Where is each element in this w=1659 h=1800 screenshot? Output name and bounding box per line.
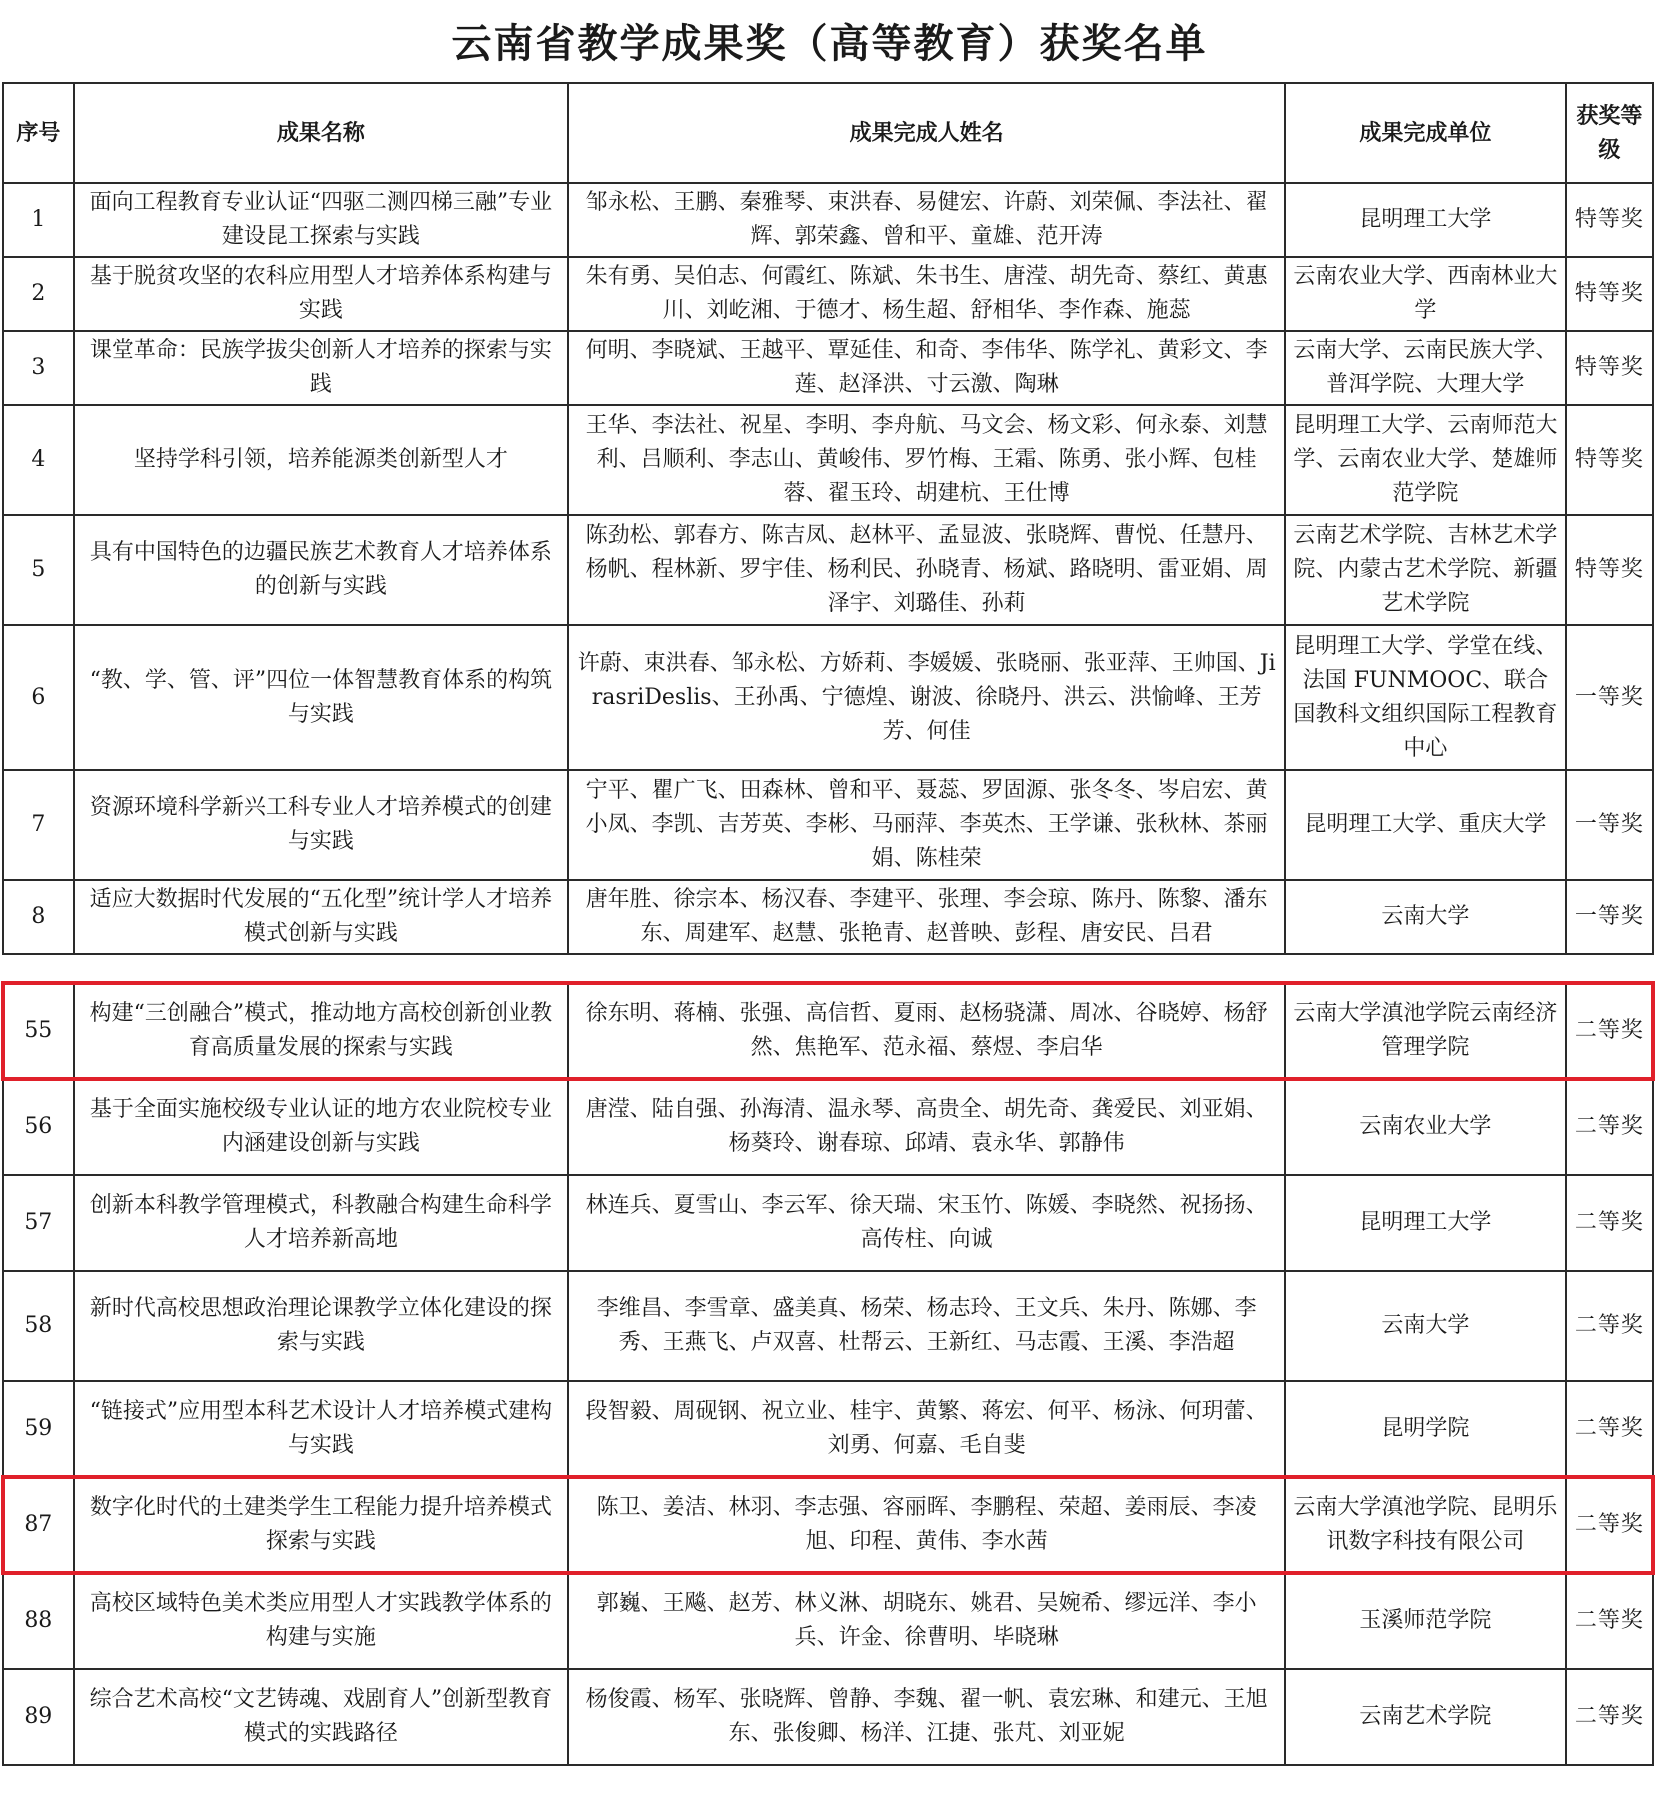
table-row [3,983,1653,1079]
table-row [3,331,1653,405]
cell-unit: 云南大学滇池学院、昆明乐讯数字科技有限公司 [1285,1477,1566,1573]
cell-achievement-name: 高校区域特色美术类应用型人才实践教学体系的构建与实施 [74,1573,569,1669]
header-seq: 序号 [3,83,74,183]
table-row [3,1271,1653,1381]
cell-achievement-name: 创新本科教学管理模式，科教融合构建生命科学人才培养新高地 [74,1175,569,1271]
award-list-sheet [0,82,1659,1800]
cell-seq: 58 [3,1271,74,1381]
cell-achievement-name: 面向工程教育专业认证“四驱二测四梯三融”专业建设昆工探索与实践 [74,183,569,257]
cell-unit: 云南艺术学院、吉林艺术学院、内蒙古艺术学院、新疆艺术学院 [1285,515,1566,625]
cell-unit: 昆明学院 [1285,1381,1566,1477]
cell-award-level: 二等奖 [1566,1175,1653,1271]
cell-seq: 55 [3,983,74,1079]
cell-unit: 昆明理工大学、云南师范大学、云南农业大学、楚雄师范学院 [1285,405,1566,515]
cell-achievement-name: 综合艺术高校“文艺铸魂、戏剧育人”创新型教育模式的实践路径 [74,1669,569,1765]
table-row [3,257,1653,331]
table-row [3,183,1653,257]
table-header-row [3,83,1653,183]
table-row [3,880,1653,954]
table-row [3,1175,1653,1271]
cell-persons: 杨俊霞、杨军、张晓辉、曾静、李魏、翟一帆、袁宏琳、和建元、王旭东、张俊卿、杨洋、江捷、张芃、刘亚妮 [568,1669,1285,1765]
cell-seq: 4 [3,405,74,515]
cell-persons: 陈卫、姜洁、林羽、李志强、容丽晖、李鹏程、荣超、姜雨辰、李凌旭、印程、黄伟、李水茜 [568,1477,1285,1573]
cell-persons: 何明、李晓斌、王越平、覃延佳、和奇、李伟华、陈学礼、黄彩文、李莲、赵泽洪、寸云激、陶琳 [568,331,1285,405]
cell-award-level: 二等奖 [1566,983,1653,1079]
table-row [3,1079,1653,1175]
cell-persons: 邹永松、王鹏、秦雅琴、束洪春、易健宏、许蔚、刘荣佩、李法社、翟辉、郭荣鑫、曾和平、童雄、范开涛 [568,183,1285,257]
cell-achievement-name: 基于全面实施校级专业认证的地方农业院校专业内涵建设创新与实践 [74,1079,569,1175]
cell-unit: 昆明理工大学 [1285,1175,1566,1271]
cell-seq: 59 [3,1381,74,1477]
cell-seq: 87 [3,1477,74,1573]
cell-achievement-name: 具有中国特色的边疆民族艺术教育人才培养体系的创新与实践 [74,515,569,625]
cell-persons: 许蔚、束洪春、邹永松、方娇莉、李媛媛、张晓丽、张亚萍、王帅国、JirasriDeslis、王孙禹、宁德煌、谢波、徐晓丹、洪云、洪愉峰、王芳芳、何佳 [568,625,1285,770]
table-row [3,1477,1653,1573]
cell-award-level: 特等奖 [1566,405,1653,515]
table-row [3,515,1653,625]
cell-achievement-name: 数字化时代的土建类学生工程能力提升培养模式探索与实践 [74,1477,569,1573]
cell-persons: 宁平、瞿广飞、田森林、曾和平、聂蕊、罗固源、张冬冬、岑启宏、黄小凤、李凯、吉芳英、李彬、马丽萍、李英杰、王学谦、张秋林、茶丽娟、陈桂荣 [568,770,1285,880]
cell-award-level: 二等奖 [1566,1573,1653,1669]
cell-award-level: 二等奖 [1566,1079,1653,1175]
cell-award-level: 一等奖 [1566,880,1653,954]
cell-persons: 林连兵、夏雪山、李云军、徐天瑞、宋玉竹、陈媛、李晓然、祝扬扬、高传柱、向诚 [568,1175,1285,1271]
cell-persons: 王华、李法社、祝星、李明、李舟航、马文会、杨文彩、何永泰、刘慧利、吕顺利、李志山、黄峻伟、罗竹梅、王霜、陈勇、张小辉、包桂蓉、翟玉玲、胡建杭、王仕博 [568,405,1285,515]
cell-seq: 7 [3,770,74,880]
cell-achievement-name: 课堂革命：民族学拔尖创新人才培养的探索与实践 [74,331,569,405]
cell-achievement-name: 坚持学科引领，培养能源类创新型人才 [74,405,569,515]
cell-achievement-name: 适应大数据时代发展的“五化型”统计学人才培养模式创新与实践 [74,880,569,954]
cell-unit: 云南大学 [1285,1271,1566,1381]
header-persons: 成果完成人姓名 [568,83,1285,183]
table-row [3,625,1653,770]
cell-achievement-name: 资源环境科学新兴工科专业人才培养模式的创建与实践 [74,770,569,880]
cell-unit: 云南大学滇池学院云南经济管理学院 [1285,983,1566,1079]
cell-persons: 陈劲松、郭春方、陈吉凤、赵林平、孟显波、张晓辉、曹悦、任慧丹、杨帆、程林新、罗宇佳、杨利民、孙晓青、杨斌、路晓明、雷亚娟、周泽宇、刘璐佳、孙莉 [568,515,1285,625]
cell-unit: 昆明理工大学、重庆大学 [1285,770,1566,880]
cell-seq: 57 [3,1175,74,1271]
cell-award-level: 二等奖 [1566,1381,1653,1477]
cell-award-level: 二等奖 [1566,1271,1653,1381]
table-row [3,1381,1653,1477]
cell-persons: 段智毅、周砚钢、祝立业、桂宇、黄繁、蒋宏、何平、杨泳、何玥蕾、刘勇、何嘉、毛自斐 [568,1381,1285,1477]
cell-award-level: 特等奖 [1566,331,1653,405]
cell-persons: 朱有勇、吴伯志、何霞红、陈斌、朱书生、唐滢、胡先奇、蔡红、黄惠川、刘屹湘、于德才、杨生超、舒相华、李作森、施蕊 [568,257,1285,331]
table-row [3,770,1653,880]
cell-persons: 唐滢、陆自强、孙海清、温永琴、高贵全、胡先奇、龚爱民、刘亚娟、杨葵玲、谢春琼、邱靖、袁永华、郭静伟 [568,1079,1285,1175]
cell-unit: 昆明理工大学 [1285,183,1566,257]
cell-persons: 唐年胜、徐宗本、杨汉春、李建平、张理、李会琼、陈丹、陈黎、潘东东、周建军、赵慧、张艳青、赵普映、彭程、唐安民、吕君 [568,880,1285,954]
cell-seq: 2 [3,257,74,331]
cell-achievement-name: “教、学、管、评”四位一体智慧教育体系的构筑与实践 [74,625,569,770]
cell-persons: 徐东明、蒋楠、张强、高信哲、夏雨、赵杨骁潇、周冰、谷晓婷、杨舒然、焦艳军、范永福、蔡煜、李启华 [568,983,1285,1079]
cell-seq: 56 [3,1079,74,1175]
page-title: 云南省教学成果奖（高等教育）获奖名单 [451,20,1208,67]
header-name: 成果名称 [74,83,569,183]
cell-achievement-name: “链接式”应用型本科艺术设计人才培养模式建构与实践 [74,1381,569,1477]
cell-seq: 3 [3,331,74,405]
cell-unit: 云南大学 [1285,880,1566,954]
cell-persons: 李维昌、李雪章、盛美真、杨荣、杨志玲、王文兵、朱丹、陈娜、李秀、王燕飞、卢双喜、杜帮云、王新红、马志霞、王溪、李浩超 [568,1271,1285,1381]
cell-award-level: 一等奖 [1566,770,1653,880]
cell-seq: 5 [3,515,74,625]
cell-unit: 云南艺术学院 [1285,1669,1566,1765]
header-level: 获奖等级 [1566,83,1653,183]
cell-award-level: 特等奖 [1566,515,1653,625]
table-row [3,1669,1653,1765]
cell-award-level: 二等奖 [1566,1477,1653,1573]
cell-seq: 1 [3,183,74,257]
cell-unit: 云南农业大学 [1285,1079,1566,1175]
cell-seq: 8 [3,880,74,954]
cell-award-level: 特等奖 [1566,257,1653,331]
table-row [3,405,1653,515]
cell-unit: 昆明理工大学、学堂在线、法国 FUNMOOC、联合国教科文组织国际工程教育中心 [1285,625,1566,770]
cell-award-level: 一等奖 [1566,625,1653,770]
cell-unit: 玉溪师范学院 [1285,1573,1566,1669]
award-table-bottom [2,982,1654,1766]
cell-achievement-name: 基于脱贫攻坚的农科应用型人才培养体系构建与实践 [74,257,569,331]
cell-achievement-name: 新时代高校思想政治理论课教学立体化建设的探索与实践 [74,1271,569,1381]
cell-persons: 郭巍、王飚、赵芳、林义淋、胡晓东、姚君、吴婉希、缪远洋、李小兵、许金、徐曹明、毕晓琳 [568,1573,1285,1669]
cell-seq: 6 [3,625,74,770]
cell-seq: 88 [3,1573,74,1669]
award-table-top [2,82,1654,955]
header-unit: 成果完成单位 [1285,83,1566,183]
cell-achievement-name: 构建“三创融合”模式，推动地方高校创新创业教育高质量发展的探索与实践 [74,983,569,1079]
cell-award-level: 特等奖 [1566,183,1653,257]
cell-award-level: 二等奖 [1566,1669,1653,1765]
cell-unit: 云南农业大学、西南林业大学 [1285,257,1566,331]
table-row [3,1573,1653,1669]
cell-unit: 云南大学、云南民族大学、普洱学院、大理大学 [1285,331,1566,405]
cell-seq: 89 [3,1669,74,1765]
